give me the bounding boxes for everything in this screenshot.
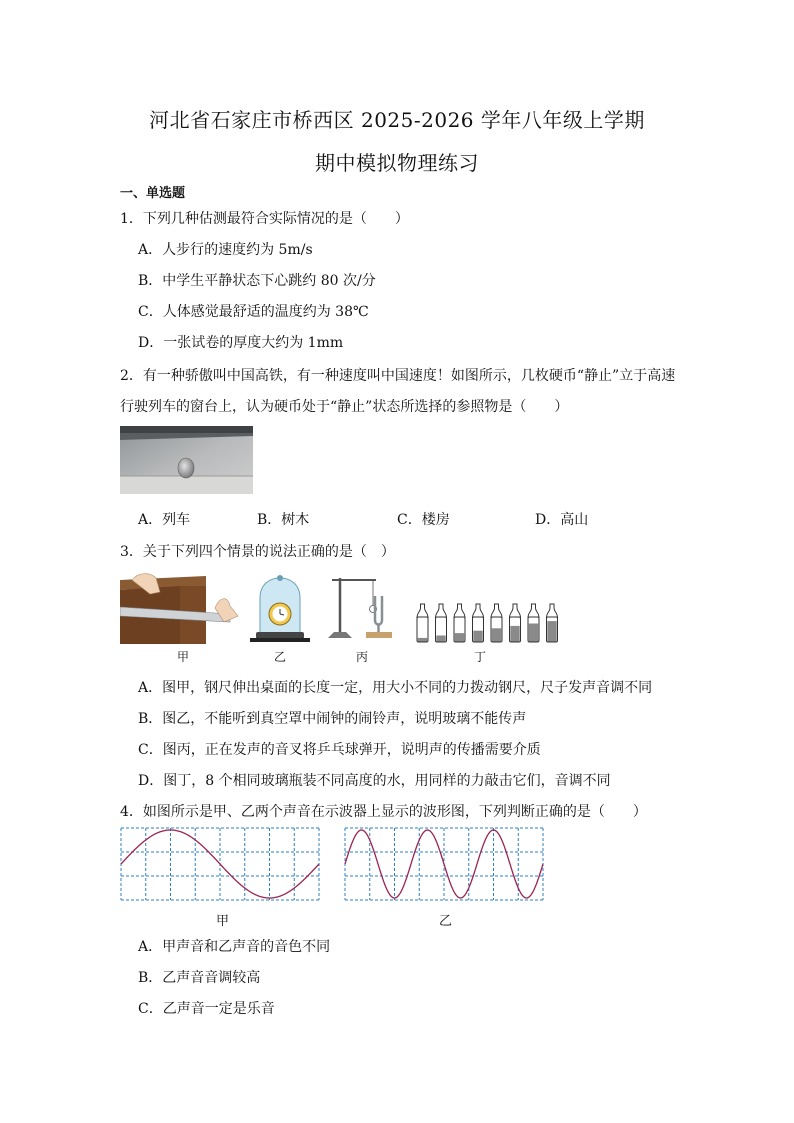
q2-train-window-coin-photo [120, 426, 253, 494]
glass-bottle [491, 604, 502, 642]
q1-option-c: C．人体感觉最舒适的温度约为 38℃ [138, 304, 369, 320]
q3-stem: 3．关于下列四个情景的说法正确的是（ ） [120, 544, 395, 560]
water-level [547, 621, 556, 641]
q3-option-d: D．图丁，8 个相同玻璃瓶装不同高度的水，用同样的力敲击它们，音调不同 [138, 773, 611, 789]
q1-option-d: D．一张试卷的厚度大约为 1mm [138, 335, 344, 351]
q1-option-a: A．人步行的速度约为 5m/s [138, 242, 313, 258]
water-level [529, 624, 538, 642]
q4-option-b: B．乙声音音调较高 [138, 970, 261, 986]
q4-waveform-jia [120, 827, 320, 901]
q1-option-b: B．中学生平静状态下心跳约 80 次/分 [138, 273, 376, 289]
q3-option-a: A．图甲，钢尺伸出桌面的长度一定，用大小不同的力拨动钢尺，尺子发声音调不同 [138, 680, 653, 696]
water-level [510, 626, 519, 642]
q3-scene-eight-bottles [417, 604, 558, 642]
glass-bottle [528, 604, 539, 642]
q4-waveform-yi [344, 827, 544, 901]
glass-bottle [510, 604, 521, 642]
exam-title-line2: 期中模拟物理练习 [315, 151, 479, 175]
section-heading: 一、单选题 [120, 186, 186, 201]
q3-caption-yi: 乙 [274, 650, 287, 664]
q2-option-b: B．树木 [257, 512, 310, 528]
q3-scene-bell-jar [250, 575, 310, 642]
q2-stem-line2: 行驶列车的窗台上，认为硬币处于“静止”状态所选择的参照物是（ ） [120, 399, 569, 415]
glass-bottle [417, 604, 428, 642]
glass-bottle [454, 604, 465, 642]
glass-bottle [547, 604, 558, 642]
q4-option-c: C．乙声音一定是乐音 [138, 1001, 275, 1017]
q4-option-a: A．甲声音和乙声音的音色不同 [138, 939, 331, 955]
q3-caption-ding: 丁 [474, 650, 487, 664]
q1-stem: 1．下列几种估测最符合实际情况的是（ ） [120, 211, 409, 227]
water-level [436, 636, 445, 642]
q3-caption-jia: 甲 [177, 650, 190, 664]
water-level [418, 638, 427, 642]
q2-option-c: C．楼房 [397, 512, 450, 528]
glass-bottle [473, 604, 484, 642]
q2-option-a: A．列车 [138, 512, 191, 528]
q2-option-d: D．高山 [535, 512, 589, 528]
q4-caption-jia: 甲 [216, 914, 230, 929]
exam-title-line1: 河北省石家庄市桥西区 2025-2026 学年八年级上学期 [149, 108, 645, 132]
q3-option-c: C．图丙，正在发声的音叉将乒乓球弹开，说明声的传播需要介质 [138, 742, 541, 758]
q3-scene-tuning-fork [328, 578, 392, 638]
water-level [473, 631, 482, 642]
q3-four-scenes-figure [120, 572, 560, 644]
glass-bottle [436, 604, 447, 642]
q3-caption-bing: 丙 [356, 650, 369, 664]
q3-scene-ruler-desk [120, 574, 238, 644]
q4-stem: 4．如图所示是甲、乙两个声音在示波器上显示的波形图，下列判断正确的是（ ） [120, 804, 647, 820]
q3-option-b: B．图乙，不能听到真空罩中闹钟的闹铃声，说明玻璃不能传声 [138, 711, 527, 727]
q4-caption-yi: 乙 [439, 914, 453, 929]
water-level [492, 628, 501, 641]
q2-stem-line1: 2．有一种骄傲叫中国高铁，有一种速度叫中国速度！如图所示，几枚硬币“静止”立于高速 [120, 368, 676, 384]
water-level [455, 633, 464, 641]
